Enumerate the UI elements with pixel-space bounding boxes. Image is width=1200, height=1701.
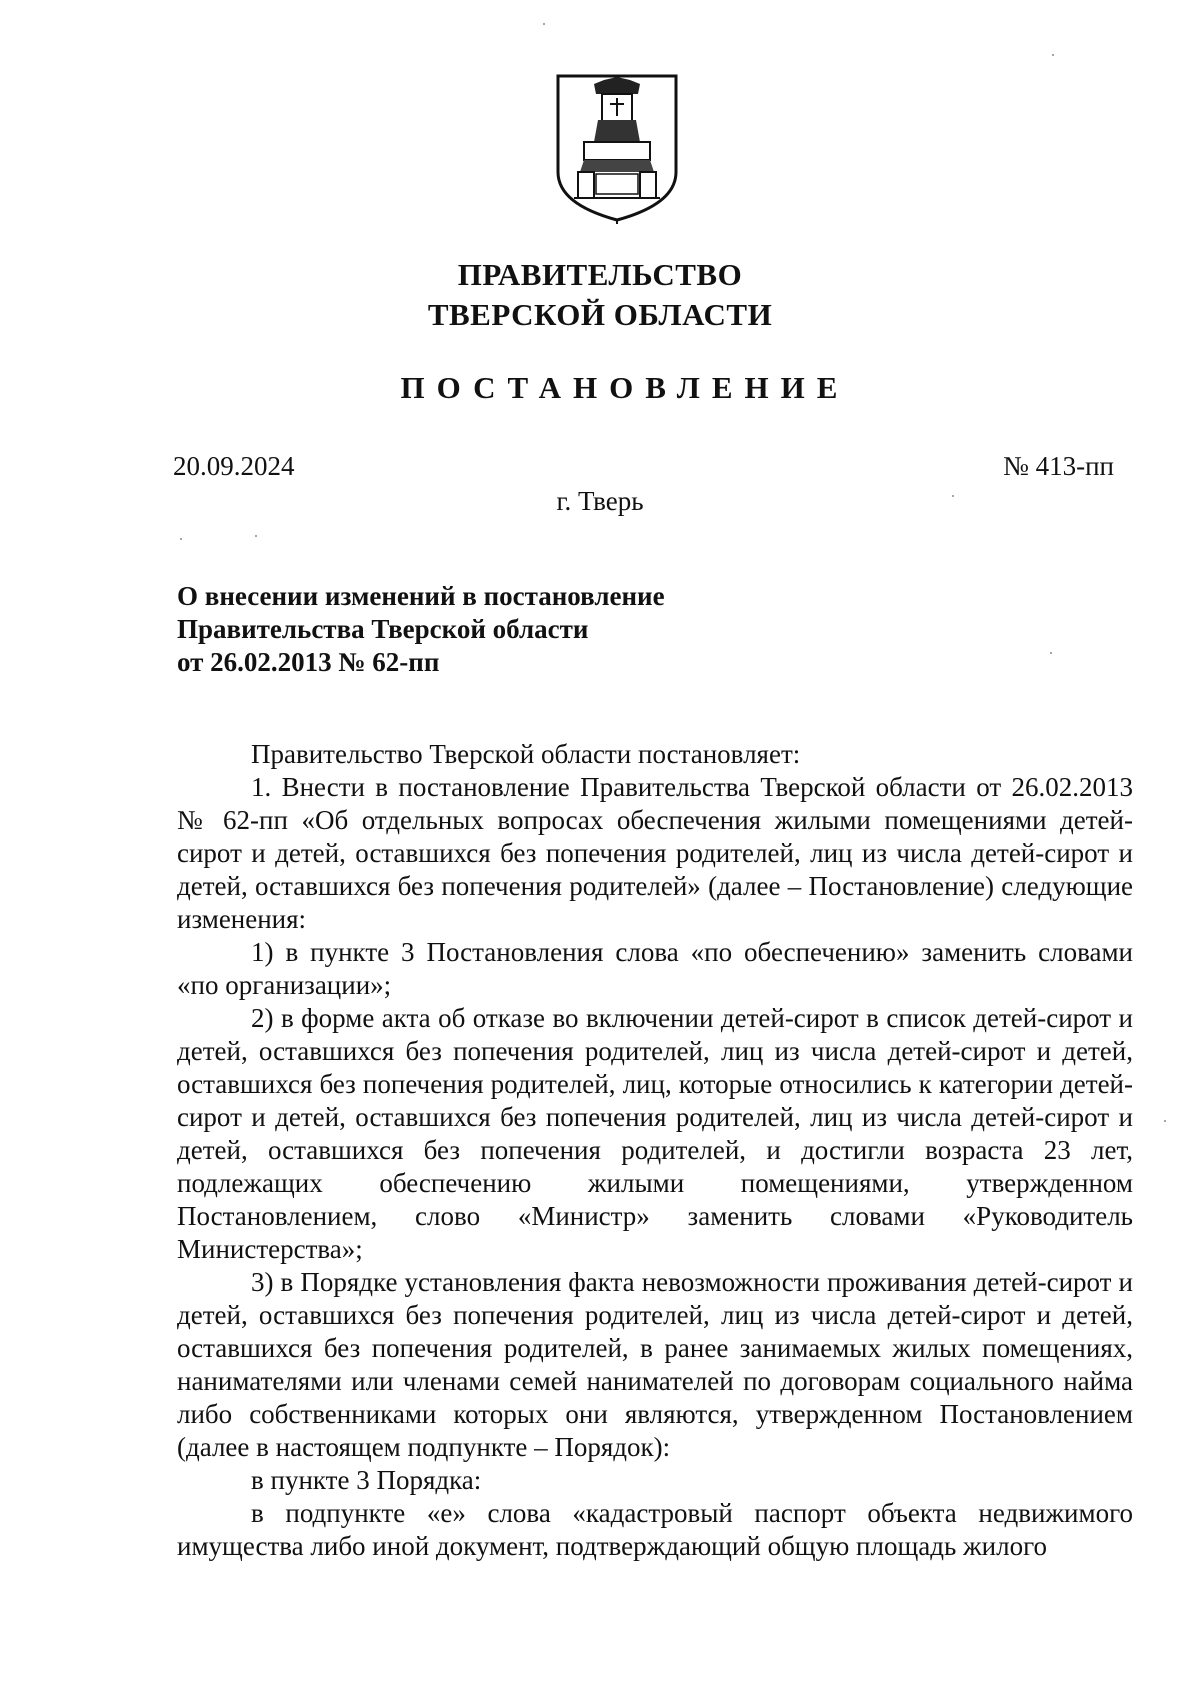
scan-speck <box>255 535 257 537</box>
scan-speck <box>543 23 545 25</box>
government-name-line1: ПРАВИТЕЛЬСТВО <box>457 257 743 292</box>
paragraph-1-3: 3) в Порядке установления факта невозможности проживания детей-сирот и детей, оставшихся без попечения родителей, лиц из числа детей-сирот и детей, оставшихся без попечения родителей, в ранее занимаемых жилых помещениях, нанимателями или членами семей нанимателей по договорам социального найма либо собственниками которых они являются, утвержденном Постановлением (далее в настоящем подпункте – Порядок): <box>177 1267 1133 1462</box>
scan-speck <box>1050 652 1052 654</box>
subject-line1: О внесении изменений в постановление <box>177 581 665 611</box>
intro-paragraph: Правительство Тверской области постановляет: <box>251 739 801 769</box>
paragraph-1-2: 2) в форме акта об отказе во включении детей-сирот в список детей-сирот и детей, оставшихся без попечения родителей, лиц из числа детей-сирот и детей, оставшихся без попечения родителей, лиц, которые относились к категории детей-сирот и детей, оставшихся без попечения родителей, лиц из числа детей-сирот и детей, оставшихся без попечения родителей, и достигли возраста 23 лет, подлежащих обеспечению жилыми помещениями, утвержденном Постановлением, слово «Министр» заменить словами «Руководитель Министерства»; <box>177 1003 1133 1264</box>
document-number: № 413-пп <box>1003 451 1114 481</box>
paragraph-subpoint-e: в подпункте «е» слова «кадастровый паспорт объекта недвижимого имущества либо иной документ, подтверждающий общую площадь жилого <box>177 1498 1133 1561</box>
government-name-line2: ТВЕРСКОЙ ОБЛАСТИ <box>427 297 773 332</box>
paragraph-point-3: в пункте 3 Порядка: <box>251 1465 482 1495</box>
paragraph-1-1: 1) в пункте 3 Постановления слова «по обеспечению» заменить словами «по организации»; <box>177 937 1133 1000</box>
document-city: г. Тверь <box>556 486 644 516</box>
subject-line2: Правительства Тверской области <box>177 614 589 644</box>
scan-speck <box>1052 54 1054 56</box>
scan-speck <box>952 495 954 497</box>
subject-line3: от 26.02.2013 № 62-пп <box>177 647 440 677</box>
document-date: 20.09.2024 <box>173 451 295 481</box>
document-type: ПОСТАНОВЛЕНИЕ <box>400 370 850 405</box>
document-body <box>177 738 1133 1563</box>
paragraph-1: 1. Внести в постановление Правительства Тверской области от 26.02.2013 № 62-пп «Об отдельных вопросах обеспечения жилыми помещениями детей-сирот и детей, оставшихся без попечения родителей, лиц из числа детей-сирот и детей, оставшихся без попечения родителей» (далее – Постановление) следующие изменения: <box>177 772 1133 934</box>
coat-of-arms-emblem <box>554 72 680 224</box>
document-subject <box>177 580 665 679</box>
scan-speck <box>1164 1120 1166 1122</box>
scan-speck <box>180 538 182 540</box>
